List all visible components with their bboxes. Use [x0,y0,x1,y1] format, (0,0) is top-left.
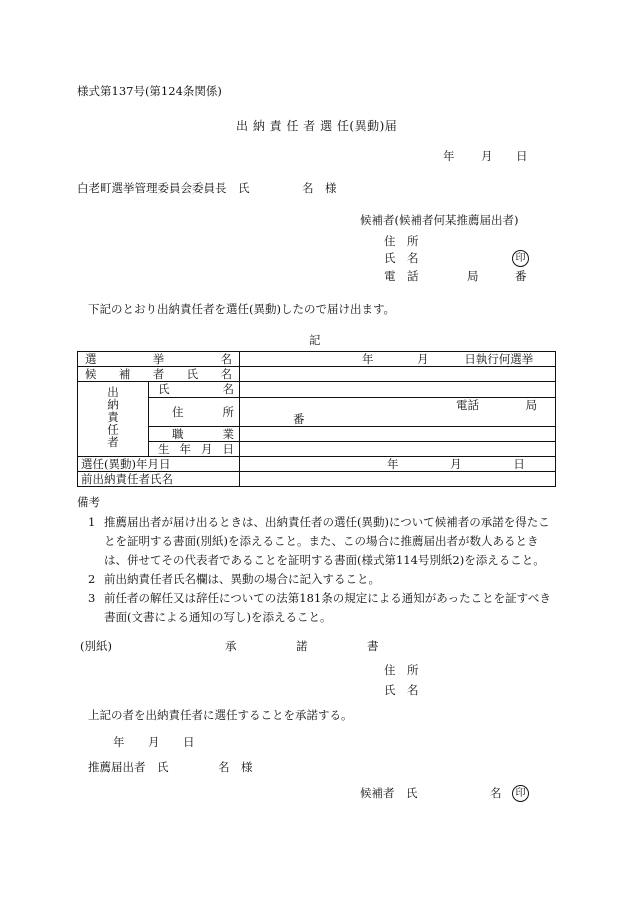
applicant-phone-label: 電 話 [384,269,419,283]
attachment-name-label: 氏 名 [384,683,419,697]
treasurer-name-label: 氏 名 [149,382,240,397]
seal-icon: 印 [512,785,529,802]
form-number: 様式第137号(第124条関係) [77,84,222,98]
note-item: 1 推薦届出者が届け出るときは、出納責任者の選任(異動)について候補者の承諾を得たことを証明する書面(別紙)を添えること。また、この場合に推薦届出者が数人あるときは、併せてその代表者であることを証明する書面(様式第114号別紙2)を添えること。 [88,515,550,567]
treasurer-occupation-label: 職 業 [149,426,240,441]
applicant-heading: 候補者(候補者何某推薦届出者) [360,213,519,227]
appointment-date-label: 選任(異動)年月日 [78,456,240,471]
date-year: 年 [443,149,455,163]
applicant-phone-bureau: 局 [467,269,479,283]
row-former-treasurer [78,472,556,487]
appointment-date-field[interactable]: 年 月 日 [240,456,556,471]
treasurer-occupation-field[interactable] [240,426,556,441]
row-treasurer-birth [78,441,556,456]
treasurer-name-field[interactable] [240,382,556,397]
treasurer-birth-label: 生 年 月 日 [149,441,240,456]
treasurer-address-label: 住 所 [149,397,240,426]
treasurer-birth-field[interactable] [240,441,556,456]
row-election [78,352,556,367]
applicant-address-label: 住 所 [384,234,419,248]
addressee-prefix: 白老町選挙管理委員会委員長 氏 [77,181,250,195]
record-heading: 記 [309,333,321,347]
form-table [77,351,556,487]
former-treasurer-label: 前出納責任者氏名 [78,472,240,487]
consent-statement: 上記の者を出納責任者に選任することを承諾する。 [88,708,353,722]
row-appointment-date [78,456,556,471]
note-item: 3 前任者の解任又は辞任についての法第181条の規定による通知があったことを証すべき書面(文書による通知の写し)を添えること。 [88,591,551,624]
applicant-phone-number: 番 [515,269,527,283]
row-treasurer-address [78,397,556,426]
former-treasurer-field[interactable] [240,472,556,487]
row-candidate [78,367,556,382]
notes-heading: 備考 [77,495,100,509]
form-title: 出 納 責 任 者 選 任(異動)届 [236,119,398,133]
addressee-suffix: 名 様 [302,181,337,195]
attachment-label: (別紙) [80,639,112,653]
election-label: 選 挙 名 [78,352,240,367]
row-treasurer-name [78,382,556,397]
treasurer-group-label: 出納責任者 [78,382,149,457]
date-month: 月 [481,149,493,163]
attachment-address-label: 住 所 [384,663,419,677]
date-day: 日 [516,149,528,163]
row-treasurer-occupation [78,426,556,441]
treasurer-address-field[interactable]: 電話 局 番 [240,397,556,426]
applicant-name-label: 氏 名 [384,251,419,265]
seal-icon: 印 [512,250,529,267]
intro-text: 下記のとおり出納責任者を選任(異動)したので届け出ます。 [88,302,396,316]
note-item: 2 前出納責任者氏名欄は、異動の場合に記入すること。 [88,572,380,586]
election-field[interactable]: 年 月 日執行何選挙 [240,352,556,367]
candidate-name-field[interactable] [240,367,556,382]
candidate-label: 候 補 者 氏 名 [78,367,240,382]
